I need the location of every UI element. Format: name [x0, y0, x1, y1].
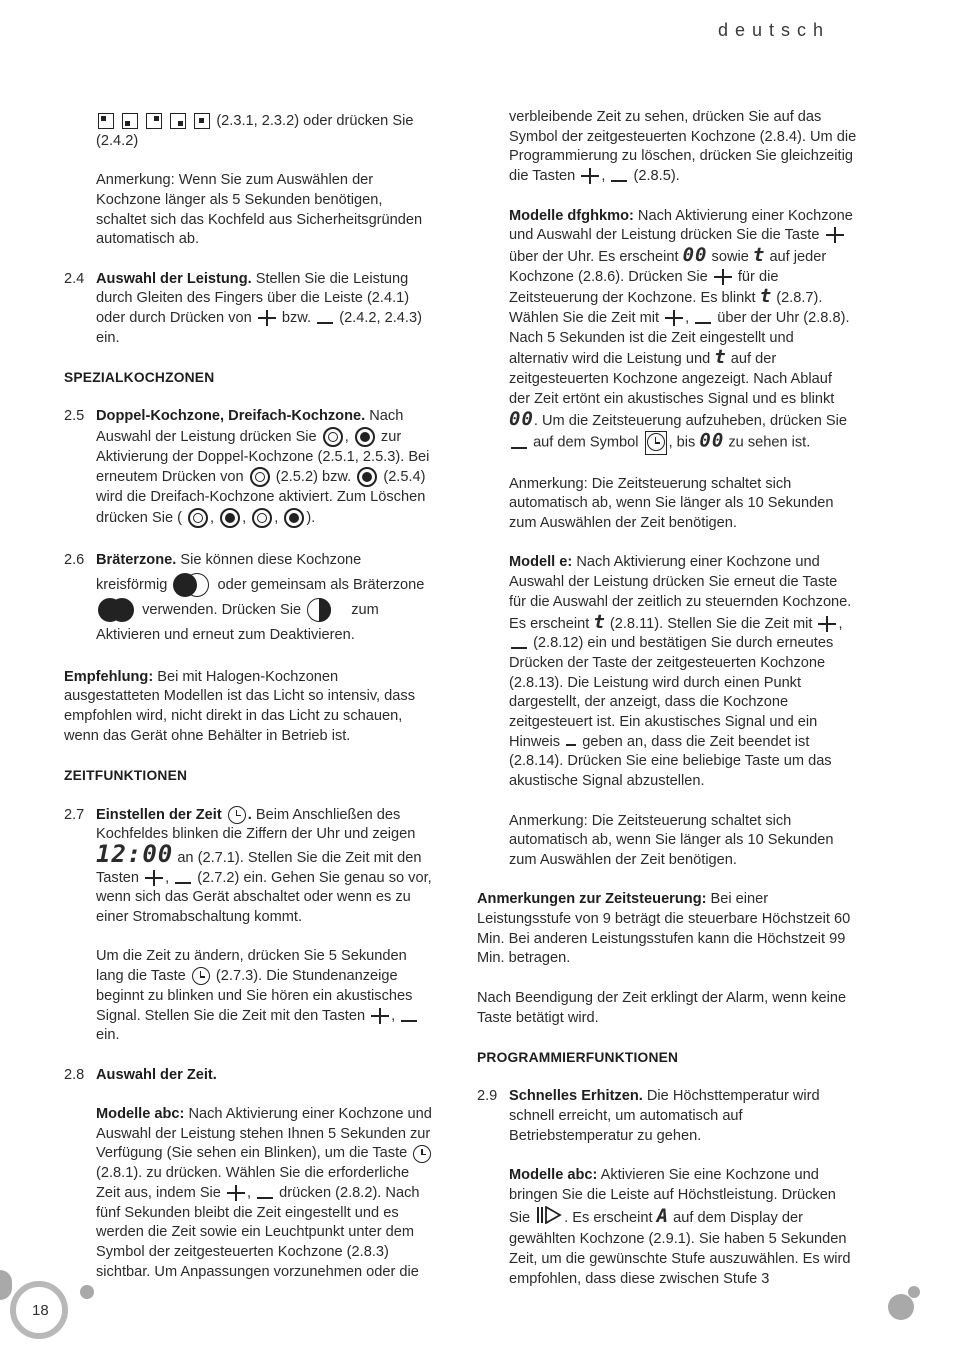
text: (2.4.2, 2.4.3) ein.	[96, 310, 422, 346]
language-label: deutsch	[717, 20, 830, 40]
double-zone-icon	[323, 427, 343, 447]
models-title: Modelle abc:	[509, 1167, 598, 1184]
dash-indicator-icon	[566, 738, 576, 746]
paragraph-zone-select	[96, 112, 436, 151]
display-t: t	[759, 285, 773, 308]
models-abc-paragraph: Modelle abc: Nach Aktivierung einer Kochzone und Auswahl der Leistung stehen Ihnen 5 Sekunden zur Verfügung (Sie sehen ein Blinken), um die Taste (2.8.1). zu drücken. Wählen Sie die erforderliche Zeit aus, indem Sie , drücken (2.8.2). Nach fünf Sekunden bleibt die Zeit eingestellt und es werden die Zeit sowie ein Leuchtpunkt unter dem Symbol der zeitgesteuerten Kochzone (2.8.3) sichtbar. Um Anpassungen vorzunehmen oder die	[96, 1106, 432, 1280]
text: ,	[344, 429, 349, 446]
display-00: 00	[509, 407, 534, 430]
text: Aktivieren Sie eine Kochzone und bringen Sie die Leiste auf Höchstleistung. Drücken Sie	[509, 1167, 836, 1226]
section-title: Doppel-Kochzone, Dreifach-Kochzone.	[96, 408, 366, 425]
text: für die Zeitsteuerung der Kochzone. Es blinkt	[509, 268, 779, 307]
zone-ring-icon	[252, 508, 272, 528]
text: (2.7.3). Die Stundenanzeige beginnt zu blinken und Sie hören ein akustisches Signal. Stellen Sie die Zeit mit den Tasten	[96, 968, 413, 1024]
text: Nach Aktivierung einer Kochzone und Auswahl der Leistung drücken Sie erneut die Taste für die Auswahl der zeitlich zu steuernden Kochzone. Es erscheint	[509, 554, 852, 632]
text: geben an, dass die Zeit beendet ist (2.8.14). Drücken Sie eine beliebige Taste um das akustische Signal abzustellen.	[509, 733, 832, 790]
display-a: A	[656, 1204, 670, 1227]
text: (2.5.2) bzw.	[275, 469, 352, 486]
models-abc-paragraph	[509, 1166, 857, 1289]
after-time-paragraph: Nach Beendigung der Zeit erklingt der Alarm, wenn keine Taste betätigt wird.	[477, 989, 847, 1026]
decorative-dot	[908, 1286, 920, 1298]
section-title: Einstellen der Zeit	[96, 806, 222, 823]
text: Bei einer Leistungsstufe von 9 beträgt die steuerbare Höchstzeit 60 Min. Bei anderen Leistungsstufen kann die Höchstzeit 99 Min. betragen.	[477, 891, 851, 967]
plus-icon	[818, 615, 836, 633]
section-title: Auswahl der Leistung.	[96, 270, 252, 287]
text: ).	[306, 509, 316, 526]
right-column	[477, 108, 857, 1289]
triple-zone-dark-icon	[357, 467, 377, 487]
display-t: t	[593, 610, 606, 633]
page-number: 18	[32, 1302, 49, 1319]
clock-icon	[192, 967, 210, 985]
clock-box-icon	[645, 431, 667, 455]
section-2-6	[64, 548, 436, 648]
text: Stellen Sie die Leistung durch Gleiten des Fingers über die Leiste (2.4.1) oder durch Drücken von	[96, 270, 410, 326]
section-title: Schnelles Erhitzen.	[509, 1088, 643, 1105]
text: ein.	[96, 1027, 120, 1044]
minus-icon	[257, 1187, 273, 1199]
roaster-toggle-icon	[307, 598, 345, 622]
text: . Um die Zeitsteuerung aufzuheben, drücken Sie	[533, 412, 848, 429]
section-number: 2.9	[477, 1088, 498, 1105]
text: (2.8.1). zu drücken. Wählen Sie die erforderliche Zeit aus, indem Sie	[96, 1165, 410, 1201]
text: Bei mit Halogen-Kochzonen ausgestatteten Modellen ist das Licht so intensiv, dass empfohlen wird, nicht direkt in das Licht zu schauen, wenn das Gerät ohne Behälter in Betrieb ist.	[64, 668, 415, 744]
display-t: t	[714, 346, 727, 369]
section-2-9	[477, 1087, 857, 1146]
text: an (2.7.1). Stellen Sie die Zeit mit den Tasten	[96, 849, 422, 886]
notes-time-control	[477, 890, 857, 969]
text: Um die Zeit zu ändern, drücken Sie 5 Sekunden lang die Taste	[96, 948, 407, 985]
minus-icon	[175, 872, 191, 884]
section-number: 2.7	[64, 806, 85, 823]
note-paragraph: Anmerkung: Wenn Sie zum Auswählen der Kochzone länger als 5 Sekunden benötigen, schaltet sich das Kochfeld aus Sicherheitsgründen automatisch ab.	[96, 172, 423, 248]
text: . Es erscheint	[564, 1209, 653, 1226]
models-title: Modelle abc:	[96, 1106, 185, 1123]
zone-ring-dark-icon	[220, 508, 240, 528]
plus-icon	[665, 309, 683, 327]
section-number: 2.5	[64, 408, 85, 425]
text: auf der zeitgesteuerten Kochzone angezeigt. Nach Ablauf der Zeit ertönt ein akustisches Signal und es blinkt	[509, 351, 835, 407]
plus-icon	[581, 167, 599, 185]
text: (2.8.11). Stellen Sie die Zeit mit	[609, 615, 813, 632]
text: (2.8.7). Wählen Sie die Zeit mit	[509, 290, 823, 327]
section-number: 2.8	[64, 1066, 85, 1083]
heading-special-zones: SPEZIALKOCHZONEN	[64, 370, 215, 386]
recommendation	[64, 668, 436, 747]
boost-icon	[536, 1206, 562, 1231]
section-title: Auswahl der Zeit.	[96, 1066, 217, 1083]
text: oder gemeinsam als Bräterzone	[217, 576, 425, 593]
heading-time-functions: ZEITFUNKTIONEN	[64, 768, 188, 784]
minus-icon	[695, 312, 711, 324]
text: (2.3.1, 2.3.2) oder drücken Sie (2.4.2)	[96, 113, 414, 149]
clock-icon	[228, 806, 246, 824]
model-e-paragraph: Modell e: Nach Aktivierung einer Kochzone und Auswahl der Leistung drücken Sie erneut die Taste für die Auswahl der zeitlich zu steuernden Kochzone. Es erscheint t (2.8.11). Stellen Sie die Zeit mit , (2.8.12) ein und bestätigen Sie durch erneutes Drücken der Taste der zeitgesteuerten Kochzone (2.8.13). Die Leistung wird durch einen Punkt dargestellt, der anzeigt, dass die Kochzone zeitgesteuert ist. Ein akustisches Signal und ein Hinweis geben an, dass die Zeit beendet ist (2.8.14). Drücken Sie eine beliebige Taste um das akustische Signal abzustellen.	[509, 554, 852, 790]
clock-display: 12:00	[96, 839, 174, 868]
text: zu sehen ist.	[728, 434, 811, 451]
text: (2.8.5).	[633, 168, 680, 185]
paragraph-change-time: Um die Zeit zu ändern, drücken Sie 5 Sekunden lang die Taste (2.7.3). Die Stundenanzeige beginnt zu blinken und Sie hören ein akustisches Signal. Stellen Sie die Zeit mit den Tasten , ein.	[96, 947, 436, 1046]
minus-icon	[511, 637, 527, 649]
section-2-7: 2.7 Einstellen der Zeit . Beim Anschließen des Kochfeldes blinken die Ziffern der Uhr und zeigen 12:00 an (2.7.1). Stellen Sie die Zeit mit den Tasten , (2.7.2) ein. Gehen Sie genau so vor, wenn sich das Gerät abschaltet oder wenn es zu einer Stromabschaltung kommt.	[64, 806, 432, 926]
clock-icon	[413, 1145, 431, 1163]
text: Die Höchsttemperatur wird schnell erreicht, um automatisch auf Betriebstemperatur zu gehen.	[509, 1088, 820, 1144]
zone-top-right-icon	[146, 113, 162, 129]
left-column	[64, 112, 436, 1302]
zone-bottom-left-icon	[122, 113, 138, 129]
decorative-dot	[0, 1270, 12, 1300]
heading-programming: PROGRAMMIERFUNKTIONEN	[477, 1049, 679, 1065]
zone-ring-dark-icon	[284, 508, 304, 528]
models-dfghkmo-paragraph: Modelle dfghkmo: Nach Aktivierung einer Kochzone und Auswahl der Leistung drücken Sie die Taste über der Uhr. Es erscheint 00 sowie t auf jeder Kochzone (2.8.6). Drücken Sie für die Zeitsteuerung der Kochzone. Es blinkt t (2.8.7). Wählen Sie die Zeit mit , über der Uhr (2.8.8). Nach 5 Sekunden ist die Zeit eingestellt und alternativ wird die Leistung und t auf der zeitgesteuerten Kochzone angezeigt. Nach Ablauf der Zeit ertönt ein akustisches Signal und es blinkt 00. Um die Zeitsteuerung aufzuheben, drücken Sie auf dem Symbol , bis 00 zu sehen ist.	[509, 207, 857, 455]
text: über der Uhr. Es erscheint	[509, 248, 679, 265]
plus-icon	[258, 309, 276, 327]
text: drücken (2.8.2). Nach fünf Sekunden bleibt die Zeit eingestellt und es werden die Zeit sowie ein Leuchtpunkt unter dem Symbol der zeitgesteuerten Kochzone (2.8.3) sichtbar. Um Anpassungen vorzunehmen oder die	[96, 1184, 420, 1280]
minus-icon	[511, 437, 527, 449]
section-number: 2.4	[64, 270, 85, 287]
text: sowie	[711, 248, 749, 265]
text: auf dem Display der gewählten Kochzone (2.9.1). Sie haben 5 Sekunden Zeit, um die gewünschte Stufe auszuwählen. Es wird empfohlen, dass diese zwischen Stufe 3	[509, 1209, 851, 1287]
zone-center-icon	[194, 113, 210, 129]
paragraph-remaining-time: verbleibende Zeit zu sehen, drücken Sie auf das Symbol der zeitgesteuerten Kochzone (2.8.4). Um die Programmierung zu löschen, drücken Sie gleichzeitig die Tasten , (2.8.5).	[509, 109, 857, 185]
text: (2.5.4) wird die Dreifach-Kochzone aktiviert. Zum Löschen drücken Sie (	[96, 469, 426, 526]
minus-icon	[401, 1010, 417, 1022]
text: Nach Aktivierung einer Kochzone und Auswahl der Leistung stehen Ihnen 5 Sekunden zur Verfügung (Sie sehen ein Blinken), um die Taste	[96, 1106, 432, 1162]
plus-icon	[826, 226, 844, 244]
zone-ring-icon	[188, 508, 208, 528]
zone-bottom-right-icon	[170, 113, 186, 129]
display-t: t	[752, 243, 766, 266]
text: , bis	[668, 434, 696, 451]
double-zone-dark-icon	[355, 427, 375, 447]
text: Sie können diese Kochzone	[180, 551, 362, 568]
plus-icon	[227, 1184, 245, 1202]
text: (2.7.2) ein. Gehen Sie genau so vor, wenn sich das Gerät abschaltet oder wenn es zu einer Stromabschaltung kommt.	[96, 869, 432, 926]
note-paragraph: Anmerkung: Die Zeitsteuerung schaltet sich automatisch ab, wenn Sie länger als 10 Sekunden zum Auswählen der Zeit benötigen.	[509, 475, 834, 532]
section-number: 2.6	[64, 551, 85, 568]
note-paragraph: Anmerkung: Die Zeitsteuerung schaltet sich automatisch ab, wenn Sie länger als 10 Sekunden zum Auswählen der Zeit benötigen.	[509, 812, 834, 868]
minus-icon	[317, 312, 333, 324]
roaster-combined-icon	[98, 598, 136, 622]
clock-icon	[647, 433, 665, 451]
section-2-4	[64, 270, 436, 349]
zone-top-left-icon	[98, 113, 114, 129]
text: verbleibende Zeit zu sehen, drücken Sie auf das Symbol der zeitgesteuerten Kochzone (2.8.4). Um die Programmierung zu löschen, drücken Sie gleichzeitig die Tasten	[509, 109, 857, 185]
minus-icon	[611, 170, 627, 182]
text: verwenden. Drücken Sie	[142, 601, 302, 618]
text: über der Uhr (2.8.8). Nach 5 Sekunden ist die Zeit eingestellt und alternativ wird die Leistung und	[509, 310, 850, 368]
display-00: 00	[682, 243, 708, 266]
text: (2.8.12) ein und bestätigen Sie durch erneutes Drücken der Taste der zeitgesteuerten Kochzone (2.8.13). Die Leistung wird durch einen Punkt dargestellt, der anzeigt, dass die Kochzone zeitgesteuert ist. Ein akustisches Signal und ein Hinweis	[509, 635, 834, 750]
section-title: Bräterzone.	[96, 551, 177, 568]
section-2-5: 2.5 Doppel-Kochzone, Dreifach-Kochzone. Nach Auswahl der Leistung drücken Sie , zur Aktivierung der Doppel-Kochzone (2.5.1, 2.5.3). Bei erneutem Drücken von (2.5.2) bzw. (2.5.4) wird die Dreifach-Kochzone aktiviert. Zum Löschen drücken Sie ( , , , ).	[96, 407, 436, 528]
text: Nach Aktivierung einer Kochzone und Auswahl der Leistung drücken Sie die Taste	[509, 207, 853, 244]
text: bzw.	[281, 310, 312, 326]
triple-zone-icon	[250, 467, 270, 487]
text: auf dem Symbol	[533, 434, 639, 451]
plus-icon	[371, 1007, 389, 1025]
plus-icon	[145, 869, 163, 887]
decorative-dot	[888, 1294, 914, 1320]
text: zur Aktivierung der Doppel-Kochzone (2.5.1, 2.5.3). Bei erneutem Drücken von	[96, 429, 430, 486]
recommendation-title: Empfehlung:	[64, 668, 154, 685]
models-title: Modell e:	[509, 554, 573, 571]
plus-icon	[714, 268, 732, 286]
text: Aktivieren und erneut zum Deaktivieren.	[96, 626, 355, 643]
text: zum	[351, 601, 379, 618]
section-2-8	[64, 1066, 436, 1086]
display-00: 00	[699, 429, 725, 452]
models-title: Modelle dfghkmo:	[509, 207, 634, 224]
text: Nach Auswahl der Leistung drücken Sie	[96, 408, 404, 446]
text: Beim Anschließen des Kochfeldes blinken die Ziffern der Uhr und zeigen	[96, 806, 416, 843]
notes-title: Anmerkungen zur Zeitsteuerung:	[477, 891, 707, 908]
text: kreisförmig	[96, 576, 168, 593]
decorative-dot	[80, 1285, 94, 1299]
roaster-round-icon	[173, 573, 211, 597]
text: auf jeder Kochzone (2.8.6). Drücken Sie	[509, 248, 827, 285]
